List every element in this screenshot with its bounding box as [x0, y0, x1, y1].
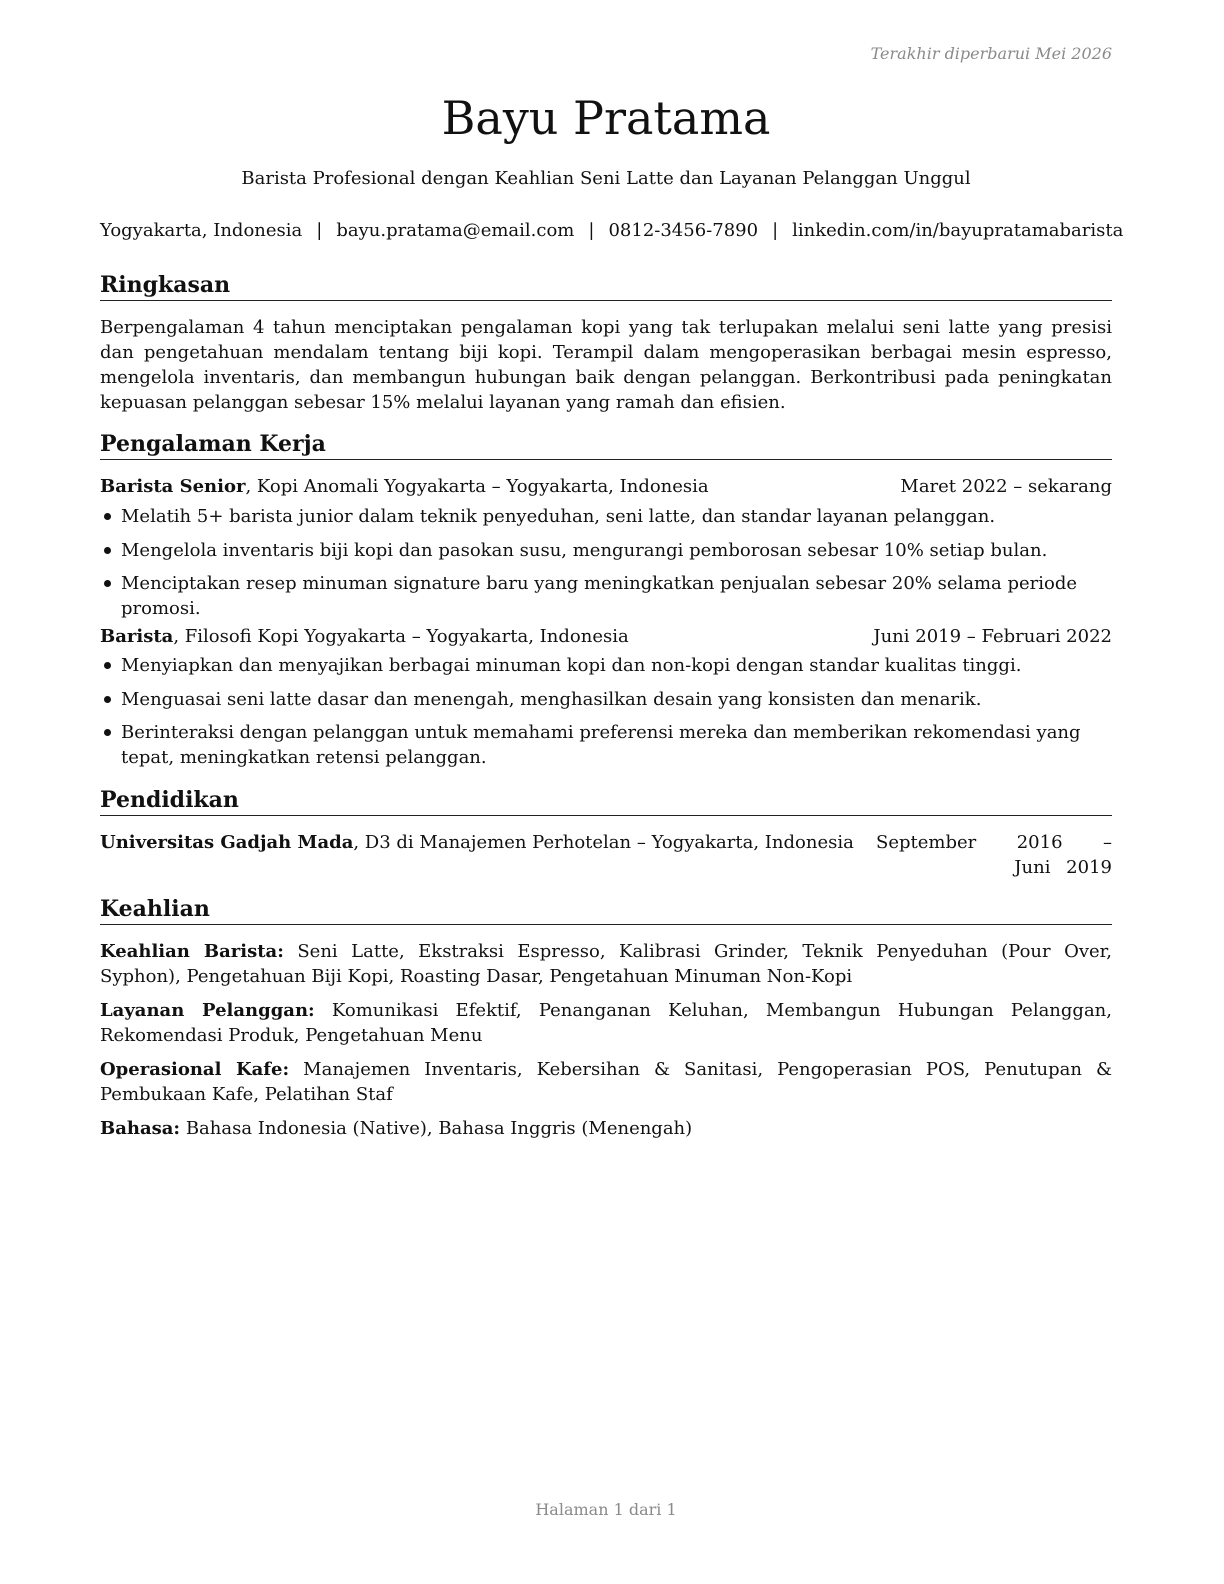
skill-group-items: Seni Latte, Ekstraksi Espresso, Kalibrasi Grinder, Teknik Penyeduhan (Pour Over, Syphon), Pengetahuan Biji Kopi, Roasting Dasar, Pengetahuan Minuman Non-Kopi [100, 941, 1112, 987]
job-bullet: Berinteraksi dengan pelanggan untuk memahami preferensi mereka dan memberikan rekomendasi yang tepat, meningkatkan retensi pelanggan. [100, 720, 1112, 770]
education-school: Universitas Gadjah Mada [100, 832, 354, 853]
job-bullet: Menyiapkan dan menyajikan berbagai minuman kopi dan non-kopi dengan standar kualitas tinggi. [100, 653, 1112, 678]
section-title-experience: Pengalaman Kerja [100, 429, 1112, 460]
education-dates: September 2016 – Juni 2019 [876, 832, 1112, 878]
skill-group-items: Manajemen Inventaris, Kebersihan & Sanitasi, Pengoperasian POS, Penutupan & Pembukaan Kafe, Pelatihan Staf [100, 1059, 1112, 1105]
skill-group-items: Bahasa Indonesia (Native), Bahasa Inggris (Menengah) [185, 1118, 693, 1139]
job-role: Barista [100, 626, 174, 647]
job-bullet: Menguasai seni latte dasar dan menengah, menghasilkan desain yang konsisten dan menarik. [100, 687, 1112, 712]
skill-group-label: Bahasa: [100, 1118, 181, 1139]
contact-linkedin[interactable]: linkedin.com/in/bayupratamabarista [792, 220, 1124, 241]
job-bullet: Mengelola inventaris biji kopi dan pasokan susu, mengurangi pemborosan sebesar 10% setiap bulan. [100, 538, 1112, 563]
contact-separator: | [772, 220, 779, 241]
skill-group-label: Operasional Kafe: [100, 1059, 290, 1080]
contact-location: Yogyakarta, Indonesia [100, 220, 303, 241]
skill-group [100, 1057, 1112, 1107]
summary-text: Berpengalaman 4 tahun menciptakan pengalaman kopi yang tak terlupakan melalui seni latte yang presisi dan pengetahuan mendalam tentang biji kopi. Terampil dalam mengoperasikan berbagai mesin espresso, mengelola inventaris, dan membangun hubungan baik dengan pelanggan. Berkontribusi pada peningkatan kepuasan pelanggan sebesar 15% melalui layanan yang ramah dan efisien. [100, 317, 1112, 413]
section-title-skills: Keahlian [100, 894, 1112, 925]
skill-group-label: Keahlian Barista: [100, 941, 284, 962]
contact-phone: 0812-3456-7890 [608, 220, 759, 241]
skill-group-items: Komunikasi Efektif, Penanganan Keluhan, Membangun Hubungan Pelanggan, Rekomendasi Produk, Pengetahuan Menu [100, 1000, 1112, 1046]
job-bullet: Menciptakan resep minuman signature baru yang meningkatkan penjualan sebesar 20% selama periode promosi. [100, 571, 1112, 621]
job-employer: , Filosofi Kopi Yogyakarta – Yogyakarta, Indonesia [173, 626, 629, 647]
resume-page [100, 0, 1124, 1584]
last-updated-note: Terakhir diperbarui Mei 2026 [870, 44, 1112, 63]
job-bullets [100, 653, 1112, 779]
section-title-education: Pendidikan [100, 785, 1112, 816]
education-detail: , D3 di Manajemen Perhotelan – Yogyakarta, Indonesia [353, 832, 854, 853]
job-employer: , Kopi Anomali Yogyakarta – Yogyakarta, Indonesia [245, 476, 709, 497]
job-dates: Juni 2019 – Februari 2022 [873, 626, 1112, 647]
job-bullet: Melatih 5+ barista junior dalam teknik penyeduhan, seni latte, dan standar layanan pelanggan. [100, 504, 1112, 529]
contact-email[interactable]: bayu.pratama@email.com [336, 220, 575, 241]
skill-group [100, 1116, 1112, 1141]
job-header [100, 624, 1112, 649]
job-dates: Maret 2022 – sekarang [900, 476, 1112, 497]
candidate-name: Bayu Pratama [441, 91, 771, 145]
education-item [100, 830, 1112, 878]
job-bullets [100, 504, 1112, 630]
contact-separator: | [316, 220, 323, 241]
candidate-headline: Barista Profesional dengan Keahlian Seni Latte dan Layanan Pelanggan Unggul [241, 168, 971, 189]
skill-group [100, 998, 1112, 1048]
contact-separator: | [588, 220, 595, 241]
page-footer: Halaman 1 dari 1 [535, 1500, 677, 1519]
job-header [100, 474, 1112, 499]
skill-group [100, 939, 1112, 989]
contact-line [100, 218, 1124, 244]
job-role: Barista Senior [100, 476, 246, 497]
skill-group-label: Layanan Pelanggan: [100, 1000, 315, 1021]
section-title-summary: Ringkasan [100, 270, 1112, 301]
